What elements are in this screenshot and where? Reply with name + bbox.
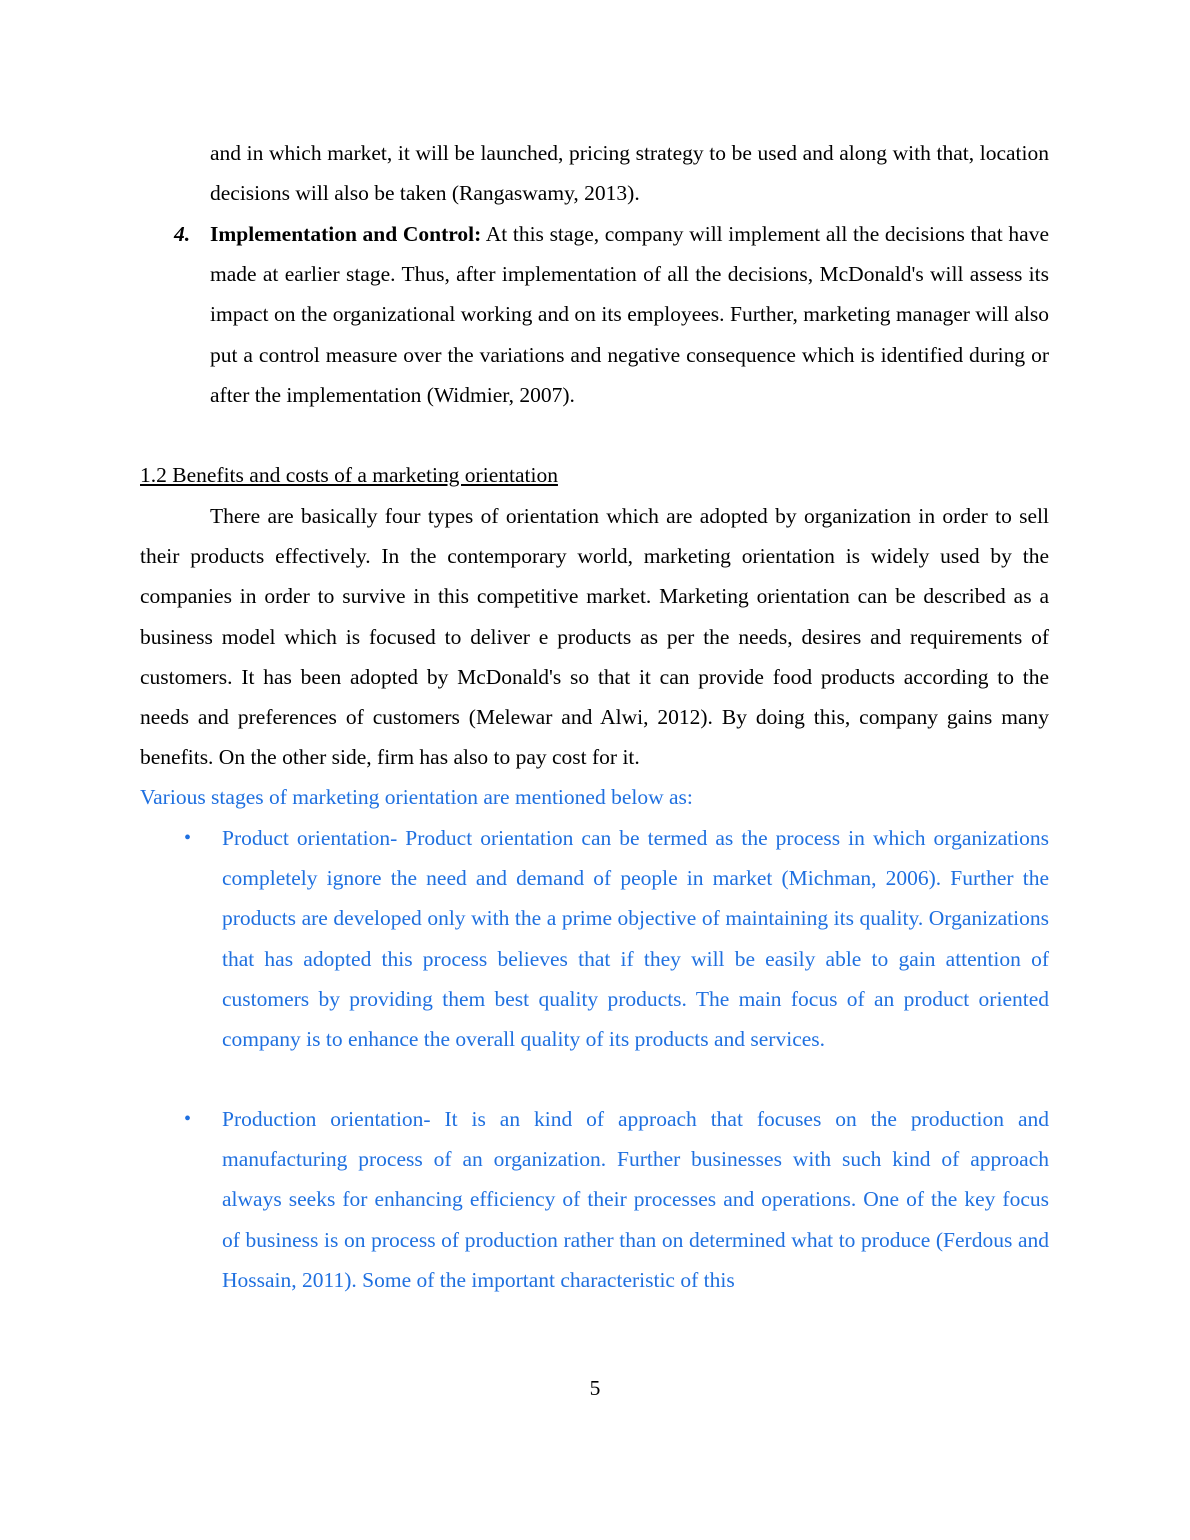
continuation-paragraph: and in which market, it will be launched, pricing strategy to be used and along with that, location decisions will also be taken (Rangaswamy, 2013). — [210, 141, 1049, 206]
bullet-item-product-orientation: Product orientation- Product orientation can be termed as the process in which organizations completely ignore the need and demand of people in market (Michman, 2006). Further the products are developed only with the a prime objective of maintaining its quality. Organizations that has adopted this process believes that if they will be easily able to gain attention of customers by providing them best quality products. The main focus of an product oriented company is to enhance the overall quality of its products and services. — [222, 826, 1049, 1052]
list-item-title: Implementation and Control: — [210, 222, 482, 246]
list-item-body: At this stage, company will implement all the decisions that have made at earlier stage. Thus, after implementation of all the decisions, McDonald's will assess its impact on the organizational working and on its employees. Further, marketing manager will also put a control measure over the variations and negative consequence which is identified during or after the implementation (Widmier, 2007). — [210, 222, 1049, 407]
stages-intro: Various stages of marketing orientation are mentioned below as: — [140, 785, 693, 809]
bullet-icon: • — [184, 1108, 192, 1130]
intro-paragraph: There are basically four types of orientation which are adopted by organization in order to sell their products effectively. In the contemporary world, marketing orientation is widely used by the companies in order to survive in this competitive market. Marketing orientation can be described as a business model which is focused to deliver e products as per the needs, desires and requirements of customers. It has been adopted by McDonald's so that it can provide food products according to the needs and preferences of customers (Melewar and Alwi, 2012). By doing this, company gains many benefits. On the other side, firm has also to pay cost for it. — [140, 504, 1049, 770]
bullet-icon: • — [184, 827, 192, 849]
section-heading: 1.2 Benefits and costs of a marketing orientation — [140, 463, 558, 487]
page-number: 5 — [589, 1376, 601, 1400]
bullet-item-production-orientation: Production orientation- It is an kind of approach that focuses on the production and manufacturing process of an organization. Further businesses with such kind of approach always seeks for enhancing efficiency of their processes and operations. One of the key focus of business is on process of production rather than on determined what to produce (Ferdous and Hossain, 2011). Some of the important characteristic of this — [222, 1107, 1049, 1292]
list-item-number: 4. — [174, 222, 191, 246]
list-item-implementation-control — [210, 214, 1049, 415]
